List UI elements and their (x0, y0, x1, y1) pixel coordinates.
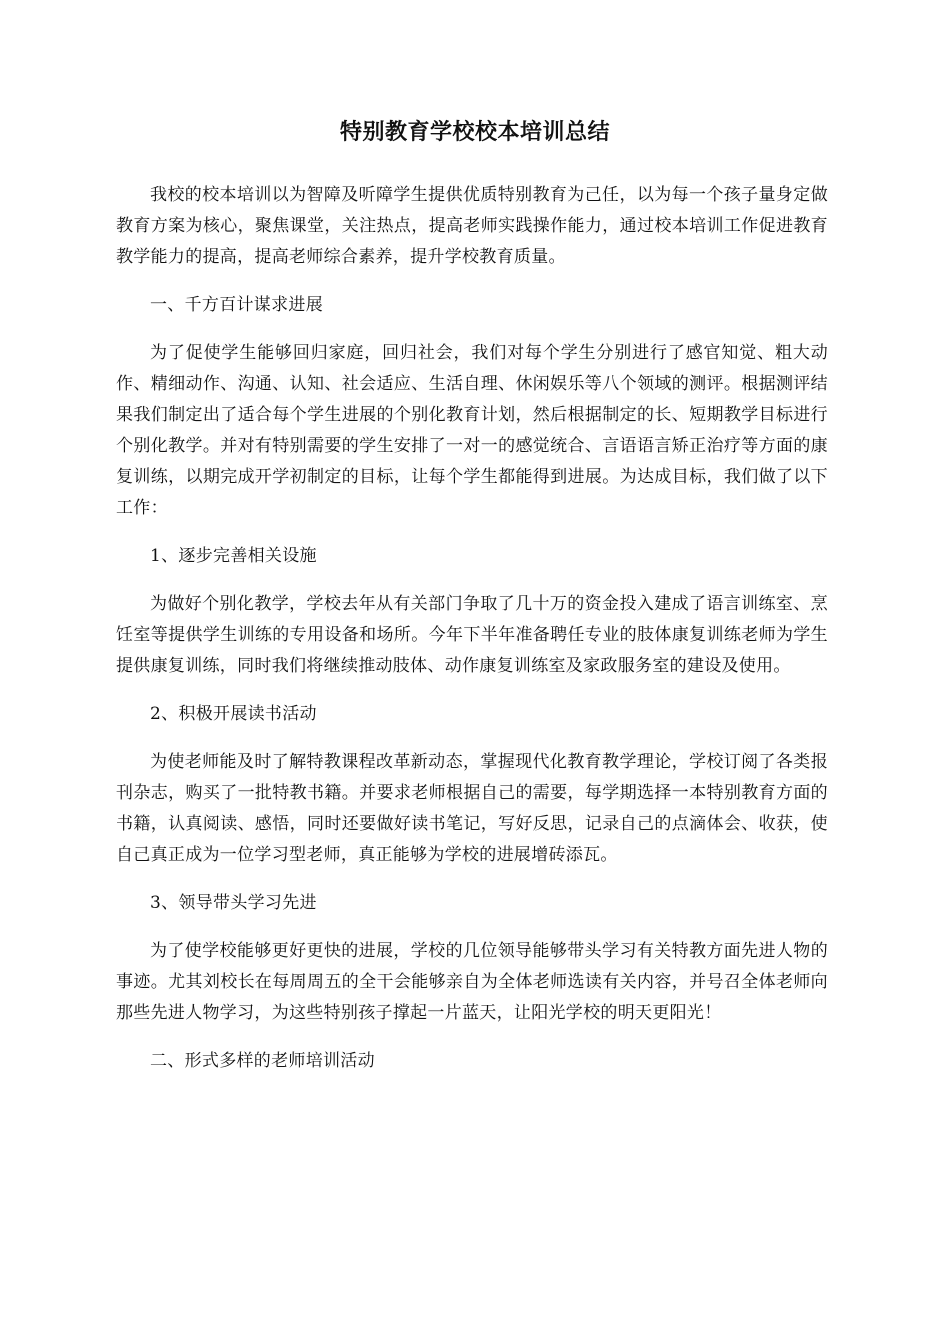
document-title: 特别教育学校校本培训总结 (339, 119, 610, 145)
section-heading-1: 一、千方百计谋求进展 (150, 295, 323, 315)
item-paragraph-2: 为使老师能及时了解特教课程改革新动态，掌握现代化教育教学理论，学校订阅了各类报刊杂志，购买了一批特教书籍。并要求老师根据自己的需要，每学期选择一本特别教育方面的书籍，认真阅读、感悟，同时还要做好读书笔记，写好反思，记录自己的点滴体会、收获，使自己真正成为一位学习型老师，真正能够为学校的进展增砖添瓦。 (116, 752, 828, 865)
item-heading-2: 2、积极开展读书活动 (150, 704, 317, 724)
item-heading-3: 3、领导带头学习先进 (150, 893, 317, 913)
section-paragraph-1: 为了促使学生能够回归家庭，回归社会，我们对每个学生分别进行了感官知觉、粗大动作、精细动作、沟通、认知、社会适应、生活自理、休闲娱乐等八个领域的测评。根据测评结果我们制定出了适合每个学生进展的个别化教育计划，然后根据制定的长、短期教学目标进行个别化教学。并对有特别需要的学生安排了一对一的感觉统合、言语语言矫正治疗等方面的康复训练，以期完成开学初制定的目标，让每个学生都能得到进展。为达成目标，我们做了以下工作： (116, 343, 828, 518)
item-heading-1: 1、逐步完善相关设施 (150, 546, 317, 566)
intro-paragraph: 我校的校本培训以为智障及听障学生提供优质特别教育为己任，以为每一个孩子量身定做教育方案为核心，聚焦课堂，关注热点，提高老师实践操作能力，通过校本培训工作促进教育教学能力的提高，提高老师综合素养，提升学校教育质量。 (116, 185, 828, 267)
item-paragraph-1: 为做好个别化教学，学校去年从有关部门争取了几十万的资金投入建成了语言训练室、烹饪室等提供学生训练的专用设备和场所。今年下半年准备聘任专业的肢体康复训练老师为学生提供康复训练，同时我们将继续推动肢体、动作康复训练室及家政服务室的建设及使用。 (116, 594, 828, 676)
section-heading-2: 二、形式多样的老师培训活动 (150, 1051, 375, 1071)
item-paragraph-3: 为了使学校能够更好更快的进展，学校的几位领导能够带头学习有关特教方面先进人物的事迹。尤其刘校长在每周周五的全干会能够亲自为全体老师选读有关内容，并号召全体老师向那些先进人物学习，为这些特别孩子撑起一片蓝天，让阳光学校的明天更阳光！ (116, 941, 828, 1023)
document-body (116, 180, 828, 1077)
